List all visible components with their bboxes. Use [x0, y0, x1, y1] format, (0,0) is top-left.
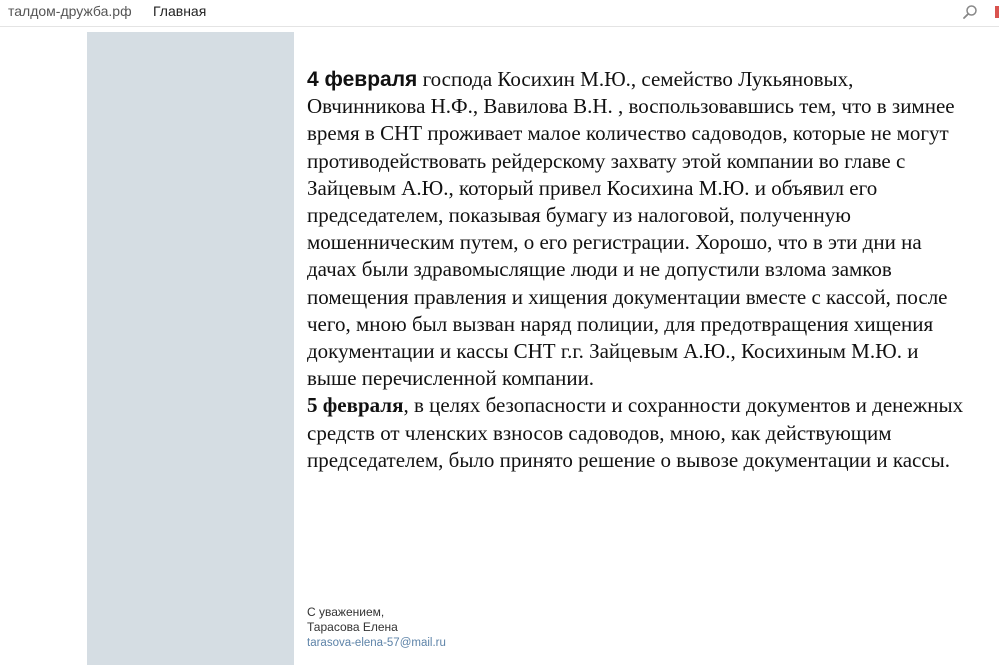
date-feb-4: 4 февраля	[307, 68, 418, 91]
signature-block	[307, 605, 446, 651]
site-name-link[interactable]: талдом-дружба.рф	[8, 3, 132, 19]
article-body	[307, 66, 967, 474]
email-link[interactable]: tarasova-elena-57@mail.ru	[307, 637, 446, 649]
nav-home-link[interactable]: Главная	[153, 3, 207, 19]
paragraph-feb-4	[307, 66, 967, 392]
signature-greeting: С уважением,	[307, 605, 385, 619]
paragraph-feb-4-text: господа Косихин М.Ю., семейство Лукьяновых, Овчинникова Н.Ф., Вавилова В.Н. , воспользовавшись тем, что в зимнее время в СНТ проживает малое количество садоводов, которые не могут противодействовать рейдерскому захвату этой компании во главе с Зайцевым А.Ю., который привел Косихина М.Ю. и объявил его председателем, показывая бумагу из налоговой, полученную мошенническим путем, о его регистрации. Хорошо, что в эти дни на дачах были здравомыслящие люди и не допустили взлома замков помещения правления и хищения документации вместе с кассой, после чего, мною был вызван наряд полиции, для предотвращения хищения документации и кассы СНТ г.г. Зайцевым А.Ю., Косихиным М.Ю. и выше перечисленной компании.	[307, 67, 955, 391]
search-icon[interactable]	[962, 4, 978, 20]
date-feb-5: 5 февраля	[307, 393, 404, 418]
paragraph-feb-5	[307, 392, 967, 474]
left-sidebar	[87, 32, 294, 665]
top-bar	[0, 0, 999, 27]
signature-name: Тарасова Елена	[307, 620, 398, 634]
scroll-edge-marker	[995, 6, 999, 18]
paragraph-feb-5-text: , в целях безопасности и сохранности документов и денежных средств от членских взносов садоводов, мною, как действующим председателем, было принято решение о вывозе документации и кассы.	[307, 393, 964, 472]
